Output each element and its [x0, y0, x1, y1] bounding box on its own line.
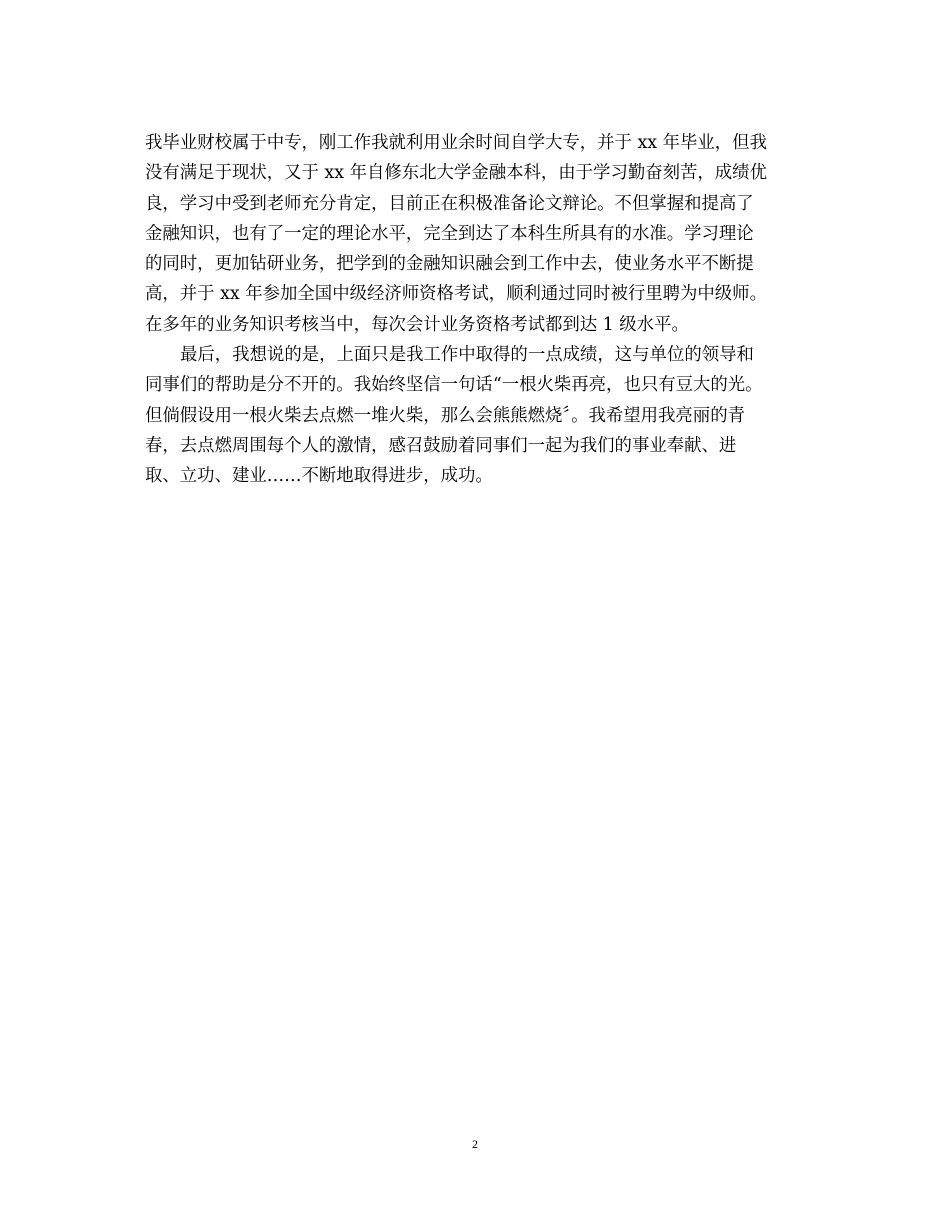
paragraph-line: 最后，我想说的是，上面只是我工作中取得的一点成绩，这与单位的领导和 — [180, 345, 754, 366]
paragraph-line: 没有满足于现状，又于 xx 年自修东北大学金融本科，由于学习勤奋刻苦，成绩优 — [145, 163, 767, 184]
body-text — [145, 128, 805, 492]
paragraph-line: 取、立功、建业……不断地取得进步，成功。 — [145, 466, 493, 487]
paragraph-1 — [145, 128, 805, 340]
paragraph-line: 春，去点燃周围每个人的激情，感召鼓励着同事们一起为我们的事业奉献、进 — [145, 435, 737, 456]
paragraph-line: 但倘假设用一根火柴去点燃一堆火柴，那么会熊熊燃烧〞。我希望用我亮丽的青 — [145, 405, 745, 426]
page-number: 2 — [472, 1137, 478, 1151]
paragraph-line: 同事们的帮助是分不开的。我始终坚信一句话“一根火柴再亮，也只有豆大的光。 — [145, 375, 763, 396]
paragraph-line: 在多年的业务知识考核当中，每次会计业务资格考试都到达 1 级水平。 — [145, 314, 689, 335]
paragraph-line: 的同时，更加钻研业务，把学到的金融知识融会到工作中去，使业务水平不断提 — [145, 254, 754, 275]
paragraph-line: 良，学习中受到老师充分肯定，目前正在积极准备论文辩论。不但掌握和提高了 — [145, 193, 754, 214]
paragraph-line: 我毕业财校属于中专，刚工作我就利用业余时间自学大专，并于 xx 年毕业，但我 — [145, 133, 767, 153]
paragraph-line: 金融知识，也有了一定的理论水平，完全到达了本科生所具有的水准。学习理论 — [145, 223, 754, 244]
paragraph-line: 高，并于 xx 年参加全国中级经济师资格考试，顺利通过同时被行里聘为中级师。 — [145, 284, 767, 305]
paragraph-2 — [145, 340, 805, 491]
